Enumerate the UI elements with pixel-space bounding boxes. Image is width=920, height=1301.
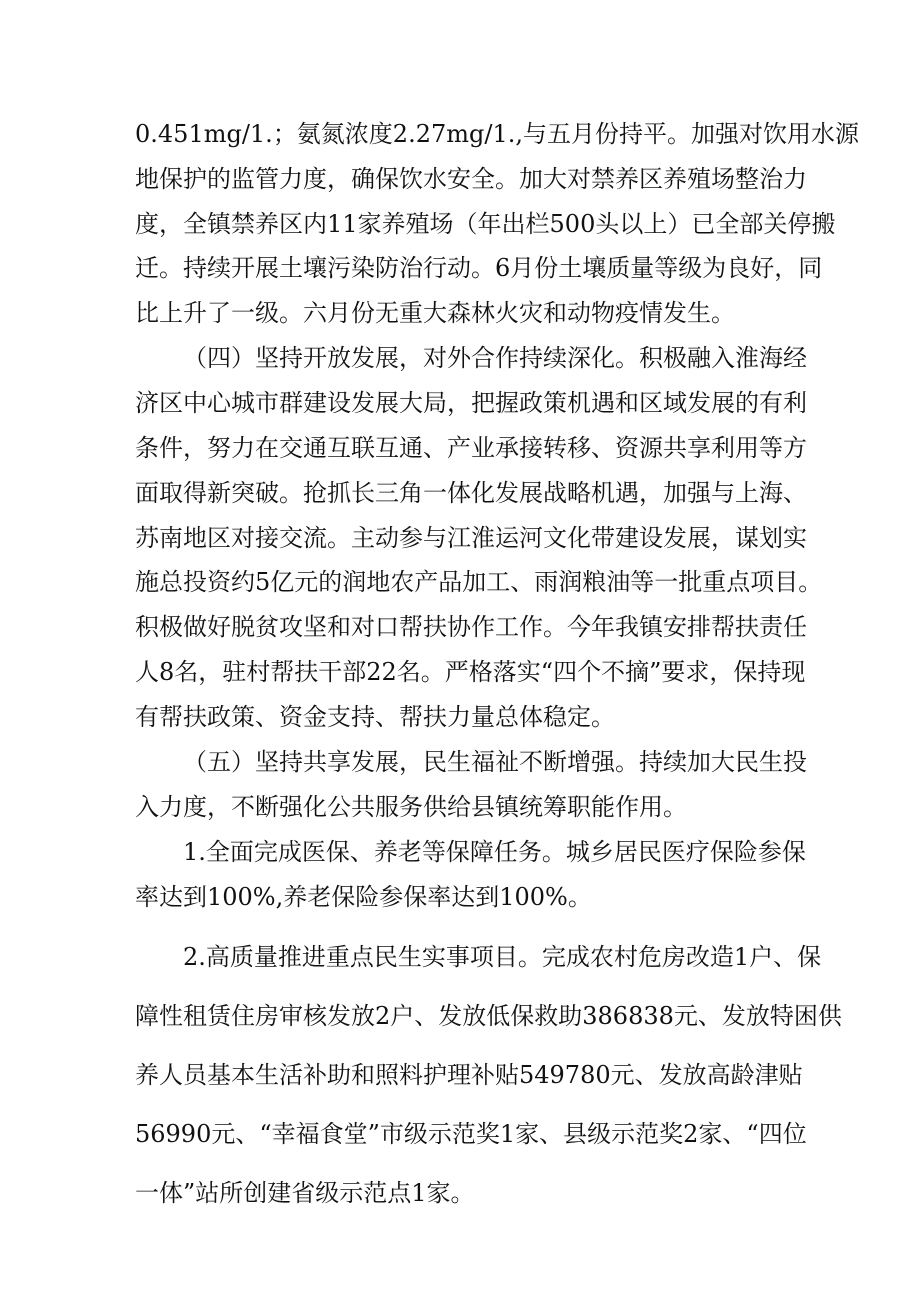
text-line: 有帮扶政策、资金支持、帮扶力量总体稳定。 (135, 703, 615, 731)
text-line: 面取得新突破。抢抓长三角一体化发展战略机遇，加强与上海、 (135, 479, 807, 507)
text-line: 率达到100%,养老保险参保率达到100%。 (135, 883, 592, 911)
text-line: 积极做好脱贫攻坚和对口帮扶协作工作。今年我镇安排帮扶责任 (135, 613, 807, 641)
paragraph-heading-five: （五）坚持共享发展，民生福祉不断增强。持续加大民生投 (183, 748, 807, 776)
text-line: 入力度，不断强化公共服务供给县镇统筹职能作用。 (135, 793, 687, 821)
text-line: 0.451mg/1.；氨氮浓度2.27mg/1.,与五月份持平。加强对饮用水源 (135, 120, 859, 148)
text-line: 地保护的监管力度，确保饮水安全。加大对禁养区养殖场整治力 (135, 165, 807, 193)
text-line: 养人员基本生活补助和照料护理补贴549780元、发放高龄津贴 (135, 1061, 803, 1089)
list-item-1: 1.全面完成医保、养老等保障任务。城乡居民医疗保险参保 (183, 838, 806, 866)
text-line: 人8名，驻村帮扶干部22名。严格落实“四个不摘”要求，保持现 (135, 658, 806, 686)
text-line: 条件，努力在交通互联互通、产业承接转移、资源共享利用等方 (135, 434, 807, 462)
paragraph-heading-four: （四）坚持开放发展，对外合作持续深化。积极融入淮海经 (183, 344, 807, 372)
text-line: 56990元、“幸福食堂”市级示范奖1家、县级示范奖2家、“四位 (135, 1120, 807, 1148)
list-item-2: 2.高质量推进重点民生实事项目。完成农村危房改造1户、保 (183, 943, 822, 971)
text-line: 障性租赁住房审核发放2户、发放低保救助386838元、发放特困供 (135, 1002, 842, 1030)
text-line: 比上升了一级。六月份无重大森林火灾和动物疫情发生。 (135, 299, 735, 327)
text-line: 苏南地区对接交流。主动参与江淮运河文化带建设发展，谋划实 (135, 524, 807, 552)
text-line: 施总投资约5亿元的润地农产品加工、雨润粮油等一批重点项目。 (135, 568, 823, 596)
text-line: 度，全镇禁养区内11家养殖场（年出栏500头以上）已全部关停搬 (135, 210, 836, 238)
text-line: 一体”站所创建省级示范点1家。 (135, 1179, 475, 1207)
text-line: 济区中心城市群建设发展大局，把握政策机遇和区域发展的有利 (135, 389, 807, 417)
text-line: 迁。持续开展土壤污染防治行动。6月份土壤质量等级为良好，同 (135, 254, 823, 282)
